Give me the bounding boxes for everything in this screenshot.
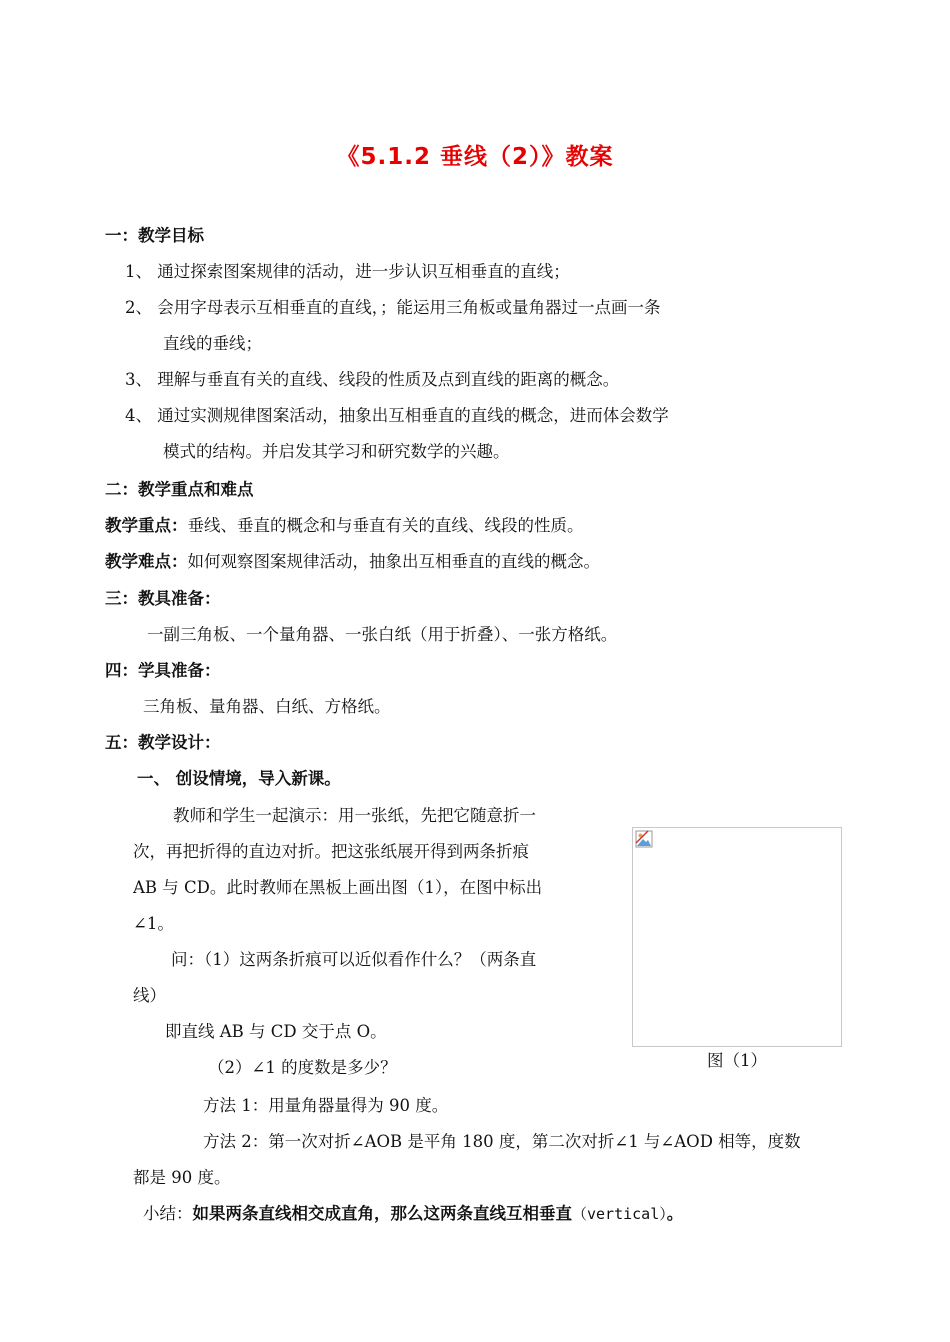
teacher-tools-text: 一副三角板、一个量角器、一张白纸（用于折叠）、一张方格纸。 [147, 625, 618, 644]
objective-3: 3、 理解与垂直有关的直线、线段的性质及点到直线的距离的概念。 [125, 370, 620, 389]
summary-end: 。 [666, 1204, 684, 1223]
method-2: 方法 2：第一次对折∠AOB 是平角 180 度，第二次对折∠1 与∠AOD 相等，度数 [203, 1132, 801, 1151]
objective-1: 1、 通过探索图案规律的活动，进一步认识互相垂直的直线； [125, 262, 570, 281]
summary-label: 小结： [143, 1204, 193, 1223]
objective-2: 2、 会用字母表示互相垂直的直线，；能运用三角板或量角器过一点画一条 [125, 298, 661, 317]
question-1-answer: 即直线 AB 与 CD 交于点 O。 [165, 1022, 387, 1041]
design-paragraph-line-3: AB 与 CD。此时教师在黑板上画出图（1），在图中标出 [133, 878, 543, 897]
key-point-text: 垂线、垂直的概念和与垂直有关的直线、线段的性质。 [187, 516, 584, 535]
design-paragraph-line-4: ∠1。 [133, 914, 174, 933]
figure-1-caption: 图（1） [707, 1051, 767, 1070]
difficult-point [105, 551, 600, 573]
section-heading-design: 五：教学设计： [105, 733, 221, 752]
question-2: （2）∠1 的度数是多少？ [208, 1058, 397, 1077]
method-1: 方法 1：用量角器量得为 90 度。 [203, 1096, 449, 1115]
objective-4-cont: 模式的结构。并启发其学习和研究数学的兴趣。 [163, 442, 510, 461]
broken-image-icon [635, 830, 653, 848]
question-1: 问：（1）这两条折痕可以近似看作什么？（两条直 [171, 950, 537, 969]
objective-2-cont: 直线的垂线； [163, 334, 262, 353]
key-point-label: 教学重点： [105, 516, 188, 535]
question-1-cont: 线） [133, 986, 166, 1005]
page-title: 《5.1.2 垂线（2）》教案 [336, 144, 614, 170]
design-paragraph-line-1: 教师和学生一起演示：用一张纸，先把它随意折一 [173, 806, 536, 825]
design-step-1: 一、 创设情境，导入新课。 [137, 769, 341, 788]
section-heading-focus: 二：教学重点和难点 [105, 480, 254, 499]
section-heading-objectives: 一：教学目标 [105, 226, 204, 245]
difficult-point-text: 如何观察图案规律活动，抽象出互相垂直的直线的概念。 [187, 552, 600, 571]
method-2-cont: 都是 90 度。 [133, 1168, 231, 1187]
summary-text: 如果两条直线相交成直角，那么这两条直线互相垂直 [192, 1204, 572, 1223]
section-heading-teacher-tools: 三：教具准备： [105, 589, 221, 608]
key-point [105, 515, 584, 537]
objective-4: 4、 通过实测规律图案活动，抽象出互相垂直的直线的概念，进而体会数学 [125, 406, 669, 425]
section-heading-student-tools: 四：学具准备： [105, 661, 221, 680]
design-paragraph-line-2: 次，再把折得的直边对折。把这张纸展开得到两条折痕 [133, 842, 529, 861]
summary-term: （vertical） [572, 1205, 667, 1223]
figure-1-placeholder [632, 827, 842, 1047]
difficult-point-label: 教学难点： [105, 552, 188, 571]
summary [143, 1203, 683, 1225]
student-tools-text: 三角板、量角器、白纸、方格纸。 [143, 697, 391, 716]
